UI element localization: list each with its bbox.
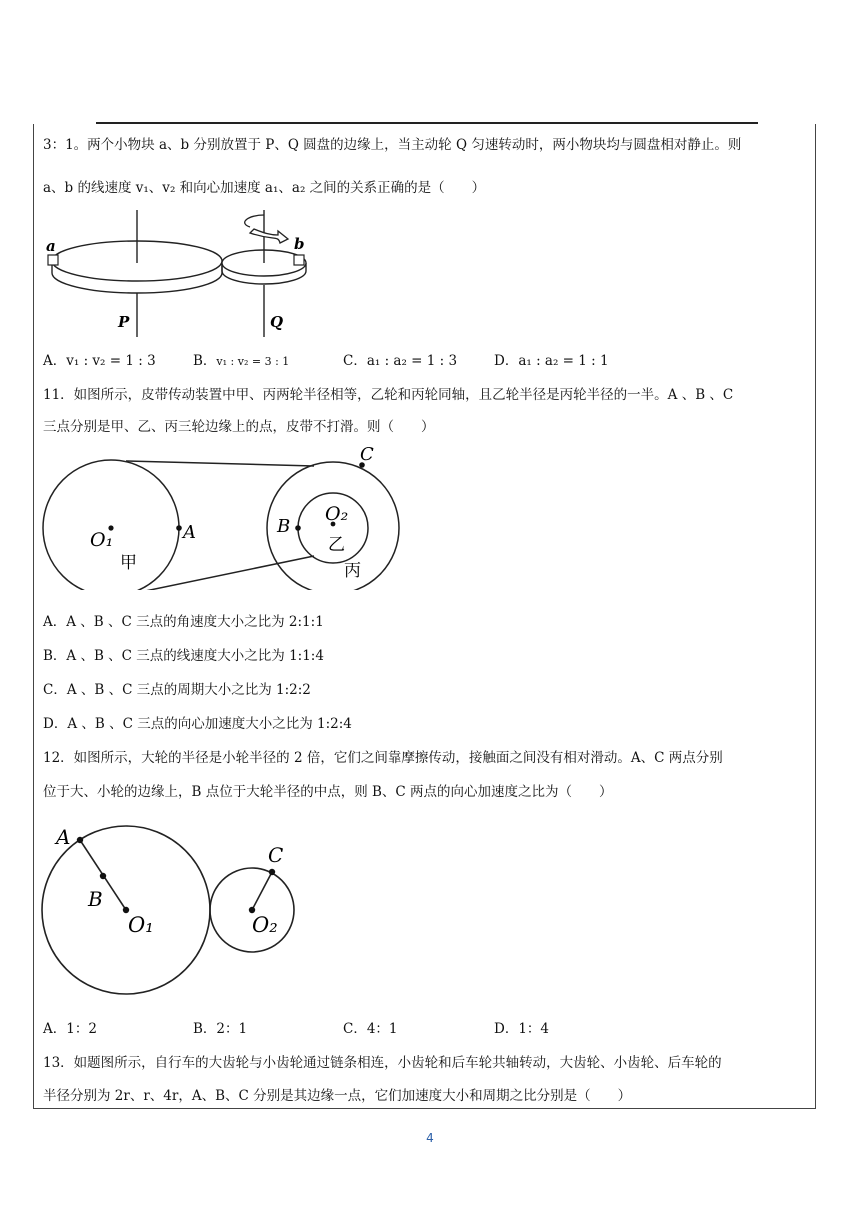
label-Q: Q [270, 313, 284, 331]
q13-stem-line2: 半径分别为 2r、r、4r，A、B、C 分别是其边缘一点，它们加速度大小和周期之比分别是（ ） [43, 1088, 632, 1104]
label-B: B [88, 887, 103, 911]
label-C: C [360, 444, 374, 465]
label-a: a [46, 237, 56, 255]
q12-stem-line1: 12．如图所示，大轮的半径是小轮半径的 2 倍，它们之间靠摩擦传动，接触面之间没有相对滑动。A、C 两点分别 [43, 750, 723, 766]
q12-option-d: D．1：4 [494, 1021, 550, 1037]
label-bing: 丙 [344, 561, 361, 581]
q10-stem-line1: 3：1。两个小物块 a、b 分别放置于 P、Q 圆盘的边缘上，当主动轮 Q 匀速转动时，两小物块均与圆盘相对静止。则 [43, 137, 742, 153]
label-P: P [118, 313, 130, 331]
label-O2: O₂ [325, 503, 349, 525]
q12-stem-line2: 位于大、小轮的边缘上，B 点位于大轮半径的中点，则 B、C 两点的向心加速度之比为（ ） [43, 784, 613, 800]
label-b: b [294, 235, 305, 253]
q10-disc-figure [42, 205, 317, 340]
q10-stem-line2: a、b 的线速度 v₁、v₂ 和向心加速度 a₁、a₂ 之间的关系正确的是（ ） [43, 180, 486, 196]
label-O2: O₂ [252, 913, 278, 937]
q11-option-d: D．A 、B 、C 三点的向心加速度大小之比为 1:2:4 [43, 716, 352, 732]
page-number: 4 [426, 1131, 434, 1145]
q13-stem-line1: 13．如题图所示，自行车的大齿轮与小齿轮通过链条相连，小齿轮和后车轮共轴转动，大齿轮、小齿轮、后车轮的 [43, 1055, 722, 1071]
label-O1: O₁ [128, 913, 154, 937]
q10-option-d: D．a₁ : a₂ = 1 : 1 [494, 353, 609, 369]
q11-stem-line1: 11．如图所示，皮带传动装置中甲、丙两轮半径相等，乙轮和丙轮同轴，且乙轮半径是丙轮半径的一半。A 、B 、C [43, 387, 734, 403]
q10-option-c: C．a₁ : a₂ = 1 : 3 [343, 353, 458, 369]
q10-option-b: B．v₁ : v₂ = 3 : 1 [193, 353, 290, 369]
q12-option-a: A．1：2 [43, 1021, 97, 1037]
label-O1: O₁ [90, 529, 114, 551]
label-C: C [268, 843, 284, 867]
q11-option-c: C．A 、B 、C 三点的周期大小之比为 1:2:2 [43, 682, 311, 698]
q11-stem-line2: 三点分别是甲、乙、丙三轮边缘上的点，皮带不打滑。则（ ） [43, 419, 435, 435]
label-B: B [277, 516, 291, 537]
q12-option-b: B．2：1 [193, 1021, 248, 1037]
label-A: A [183, 522, 196, 543]
q12-option-c: C．4：1 [343, 1021, 398, 1037]
q11-belt-figure [40, 440, 410, 590]
q11-option-b: B．A 、B 、C 三点的线速度大小之比为 1:1:4 [43, 648, 324, 664]
label-jia: 甲 [120, 553, 137, 573]
q10-option-a: A．v₁ : v₂ = 1 : 3 [43, 353, 156, 369]
label-A: A [56, 825, 71, 849]
q12-friction-figure [40, 820, 305, 1000]
label-yi: 乙 [328, 535, 345, 555]
q11-option-a: A．A 、B 、C 三点的角速度大小之比为 2:1:1 [43, 614, 324, 630]
